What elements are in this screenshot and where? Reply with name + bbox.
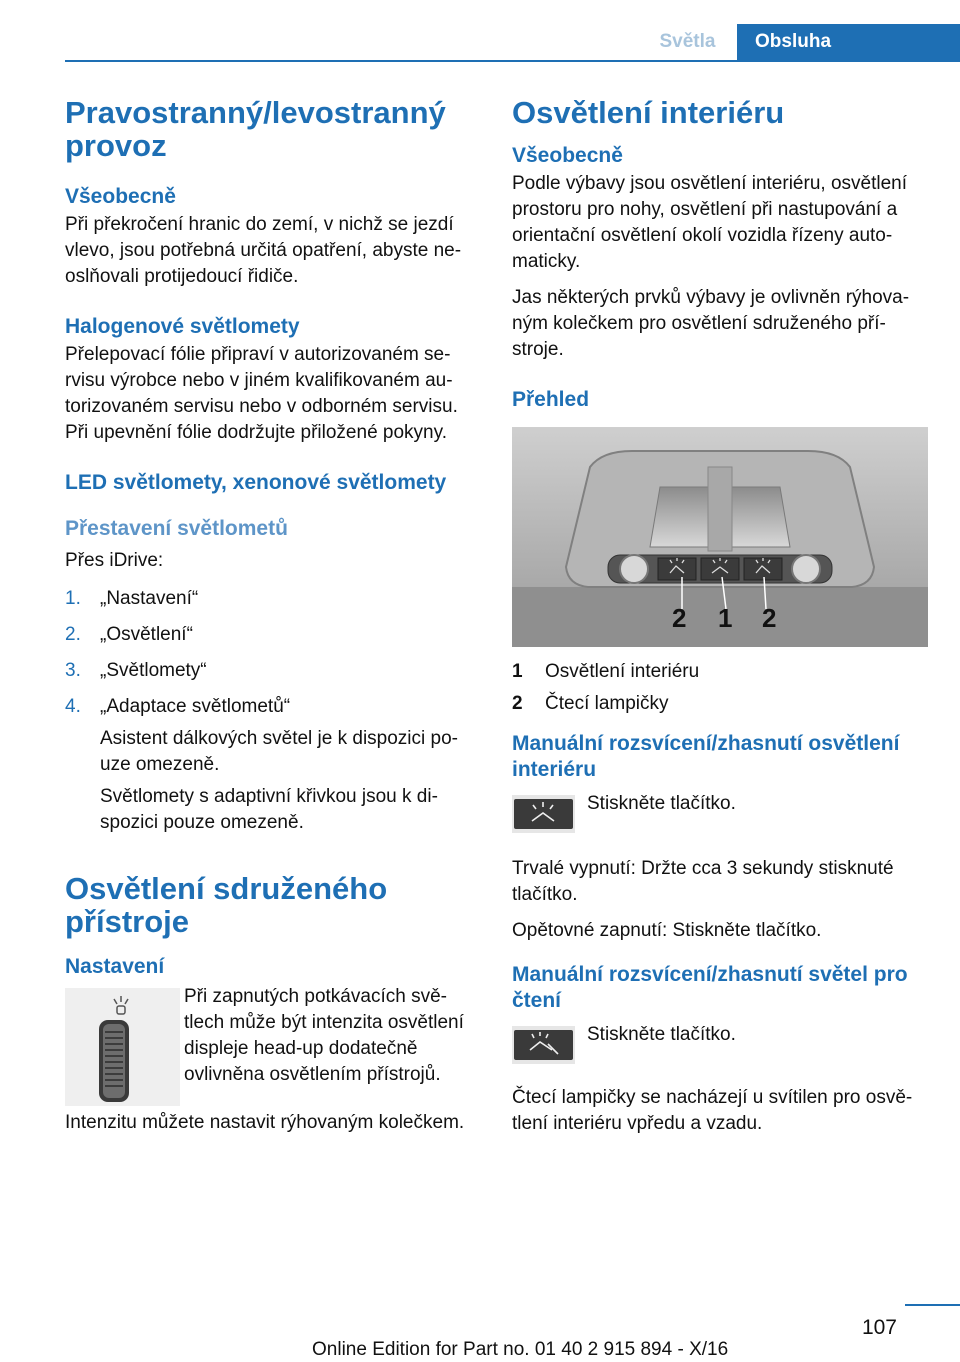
header-chapter-tab: Obsluha [737,24,960,62]
heading-traffic: Pravostranný/levostranný provoz [65,95,446,163]
heading-instrument: Osvětlení sdruženého přístroje [65,871,388,939]
text-general-left: Při překročení hranic do zemí, v nichž se jezdí vlevo, jsou potřebná určitá opatření, abyste neoslňovali protijedoucí řidiče. [65,214,462,287]
interior-light-figure [512,427,928,647]
text-permanent-off: Trvalé vypnutí: Držte cca 3 sekundy stisknuté tlačítko. [512,858,894,905]
heading-adjust: Přestavení světlometů [65,517,288,540]
text-via-idrive: Přes iDrive: [65,550,164,571]
settings-block [65,982,480,1106]
list-item: 3. „Světlomety“ [65,660,207,681]
heading-settings: Nastavení [65,955,165,978]
text-reenable: Opětovné zapnutí: Stiskněte tlačítko. [512,920,822,941]
text-reading-location: Čtecí lampičky se nacházejí u svítilen pro osvětlení interiéru vpředu a vzadu. [512,1087,913,1134]
legend-row: 1 Osvětlení interiéru [512,661,700,682]
steps-list [65,586,480,836]
step4-note-1: Asistent dálkových světel je k dispozici pouze omezeně. [100,728,458,775]
left-column [65,96,480,1146]
list-item: 4. „Adaptace světlometů“ Asistent dálkových světel je k dispozici pouze omezeně. Světlomety s adaptivní křivkou jsou k dispozici pouze omezeně. [65,694,480,836]
interior-light-button-icon [512,795,575,838]
text-press-1: Stiskněte tlačítko. [587,793,736,814]
heading-halogen: Halogenové světlomety [65,315,300,338]
figure-legend [512,659,927,717]
callout-center: 1 [718,603,733,633]
heading-led: LED světlomety, xenonové světlomety [65,471,447,494]
reading-light-button-icon [512,1026,575,1069]
heading-interior: Osvětlení interiéru [512,95,785,130]
heading-manual-interior: Manuální rozsvícení/zhasnutí osvětlení interiéru [512,732,900,781]
header-section-tab: Světla [659,31,716,52]
text-wheel: Intenzitu můžete nastavit rýhovaným kolečkem. [65,1112,465,1133]
footer-rule [905,1304,960,1306]
text-halogen: Přelepovací fólie připraví v autorizovaném servisu výrobce nebo v jiném kvalifikovaném autorizovaném servisu nebo v odborném servisu. Při upevnění fólie dodržujte přiložené pokyny. [65,344,458,443]
edition-footer: Online Edition for Part no. 01 40 2 915 894 - X/16 [312,1339,729,1360]
page-number: 107 [861,1316,897,1339]
heading-manual-reading: Manuální rozsvícení/zhasnutí světel pro čtení [512,963,908,1012]
list-item: 1. „Nastavení“ [65,588,199,609]
text-press-2: Stiskněte tlačítko. [587,1024,736,1045]
button-reading-block [512,1022,927,1069]
button-interior-block [512,791,927,838]
text-general-right-1: Podle výbavy jsou osvětlení interiéru, osvětlení prostoru pro nohy, osvětlení při nastupování a orientační osvětlení okolí vozidla řízeny automaticky. [512,173,907,272]
step4-note-2: Světlomety s adaptivní křivkou jsou k dispozici pouze omezeně. [100,786,438,833]
dimmer-wheel-icon [65,988,180,1106]
text-settings: Při zapnutých potkávacích světlech může být intenzita osvětlení displeje head-up dodatečně ovlivněna osvětlením přístrojů. [184,986,464,1085]
legend-row: 2 Čtecí lampičky [512,693,669,714]
text-general-right-2: Jas některých prvků výbavy je ovlivněn rýhovaným kolečkem pro osvětlení sdruženého přístroje. [512,287,910,360]
right-column [512,96,927,1147]
heading-overview: Přehled [512,388,590,411]
heading-general-left: Všeobecně [65,185,176,208]
list-item: 2. „Osvětlení“ [65,624,193,645]
callout-left: 2 [672,603,687,633]
callout-right: 2 [762,603,777,633]
heading-general-right: Všeobecně [512,144,623,167]
